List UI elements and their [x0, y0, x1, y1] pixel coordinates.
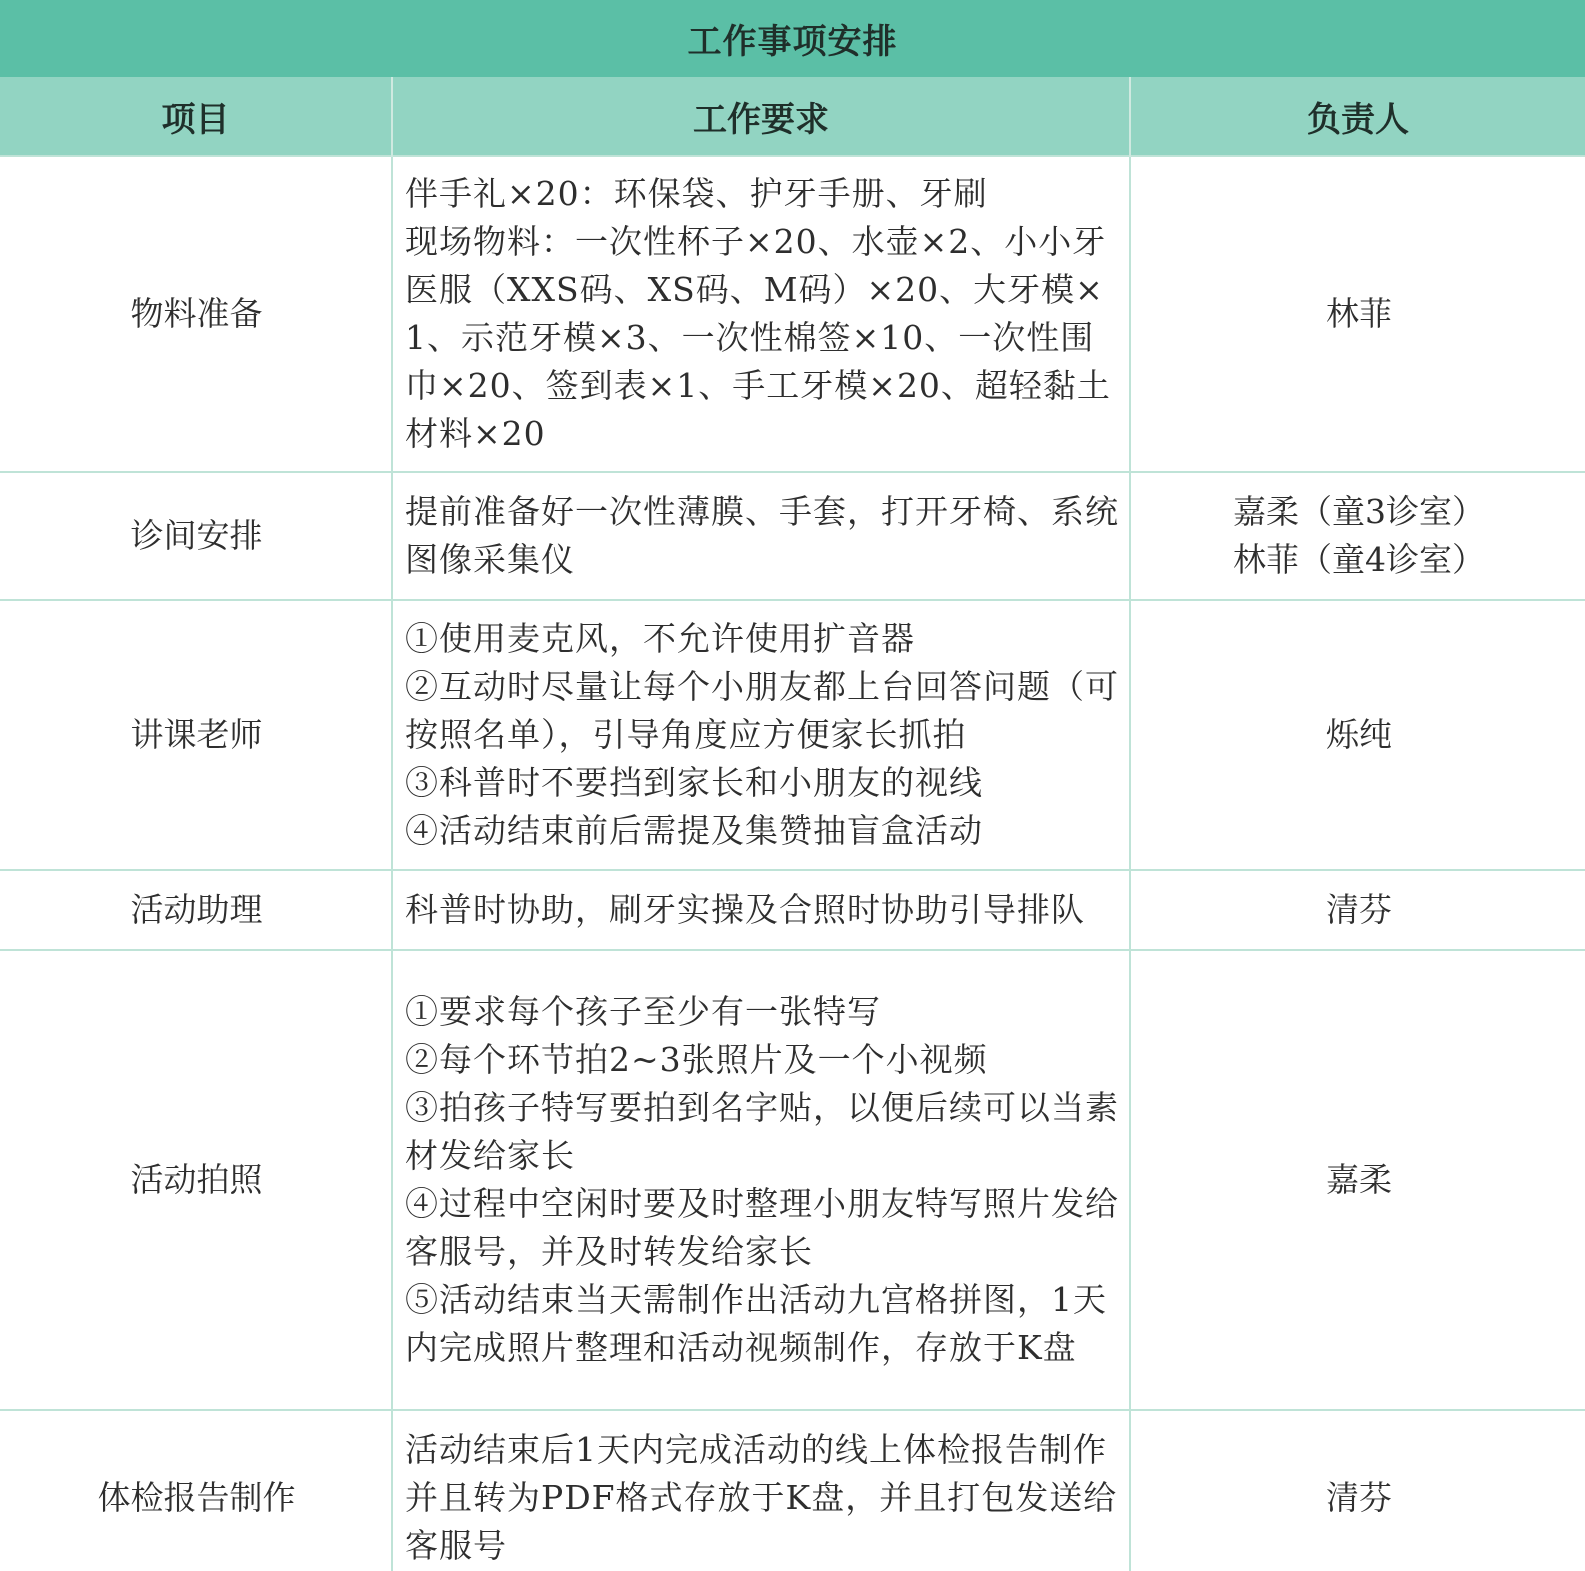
item-cell: 物料准备 — [0, 156, 392, 472]
owner-cell: 嘉柔（童3诊室） 林菲（童4诊室） — [1130, 472, 1585, 600]
header-row — [0, 77, 1585, 156]
table-row — [0, 472, 1585, 600]
owner-cell: 烁纯 — [1130, 600, 1585, 870]
item-cell: 活动拍照 — [0, 950, 392, 1410]
column-header-owner: 负责人 — [1130, 77, 1585, 156]
item-cell: 诊间安排 — [0, 472, 392, 600]
table-row — [0, 1410, 1585, 1571]
requirement-cell: 提前准备好一次性薄膜、手套，打开牙椅、系统图像采集仪 — [392, 472, 1130, 600]
table-row — [0, 950, 1585, 1410]
item-cell: 活动助理 — [0, 870, 392, 950]
requirement-cell: 伴手礼×20：环保袋、护牙手册、牙刷 现场物料：一次性杯子×20、水壶×2、小小牙医服（XXS码、XS码、M码）×20、大牙模×1、示范牙模×3、一次性棉签×10、一次性围巾×20、签到表×1、手工牙模×20、超轻黏土材料×20 — [392, 156, 1130, 472]
table-row — [0, 600, 1585, 870]
requirement-cell: 活动结束后1天内完成活动的线上体检报告制作并且转为PDF格式存放于K盘，并且打包发送给客服号 — [392, 1410, 1130, 1571]
requirement-cell: ①使用麦克风，不允许使用扩音器 ②互动时尽量让每个小朋友都上台回答问题（可按照名单），引导角度应方便家长抓拍 ③科普时不要挡到家长和小朋友的视线 ④活动结束前后需提及集赞抽盲盒活动 — [392, 600, 1130, 870]
owner-cell: 清芬 — [1130, 870, 1585, 950]
table-title: 工作事项安排 — [0, 0, 1585, 77]
work-schedule-table — [0, 77, 1585, 1571]
column-header-item: 项目 — [0, 77, 392, 156]
owner-cell: 林菲 — [1130, 156, 1585, 472]
owner-cell: 嘉柔 — [1130, 950, 1585, 1410]
requirement-cell: 科普时协助，刷牙实操及合照时协助引导排队 — [392, 870, 1130, 950]
requirement-cell: ①要求每个孩子至少有一张特写 ②每个环节拍2~3张照片及一个小视频 ③拍孩子特写要拍到名字贴，以便后续可以当素材发给家长 ④过程中空闲时要及时整理小朋友特写照片发给客服号，并及时转发给家长 ⑤活动结束当天需制作出活动九宫格拼图，1天内完成照片整理和活动视频制作，存放于K盘 — [392, 950, 1130, 1410]
item-cell: 讲课老师 — [0, 600, 392, 870]
table-row — [0, 870, 1585, 950]
column-header-requirement: 工作要求 — [392, 77, 1130, 156]
owner-cell: 清芬 — [1130, 1410, 1585, 1571]
item-cell: 体检报告制作 — [0, 1410, 392, 1571]
table-row — [0, 156, 1585, 472]
